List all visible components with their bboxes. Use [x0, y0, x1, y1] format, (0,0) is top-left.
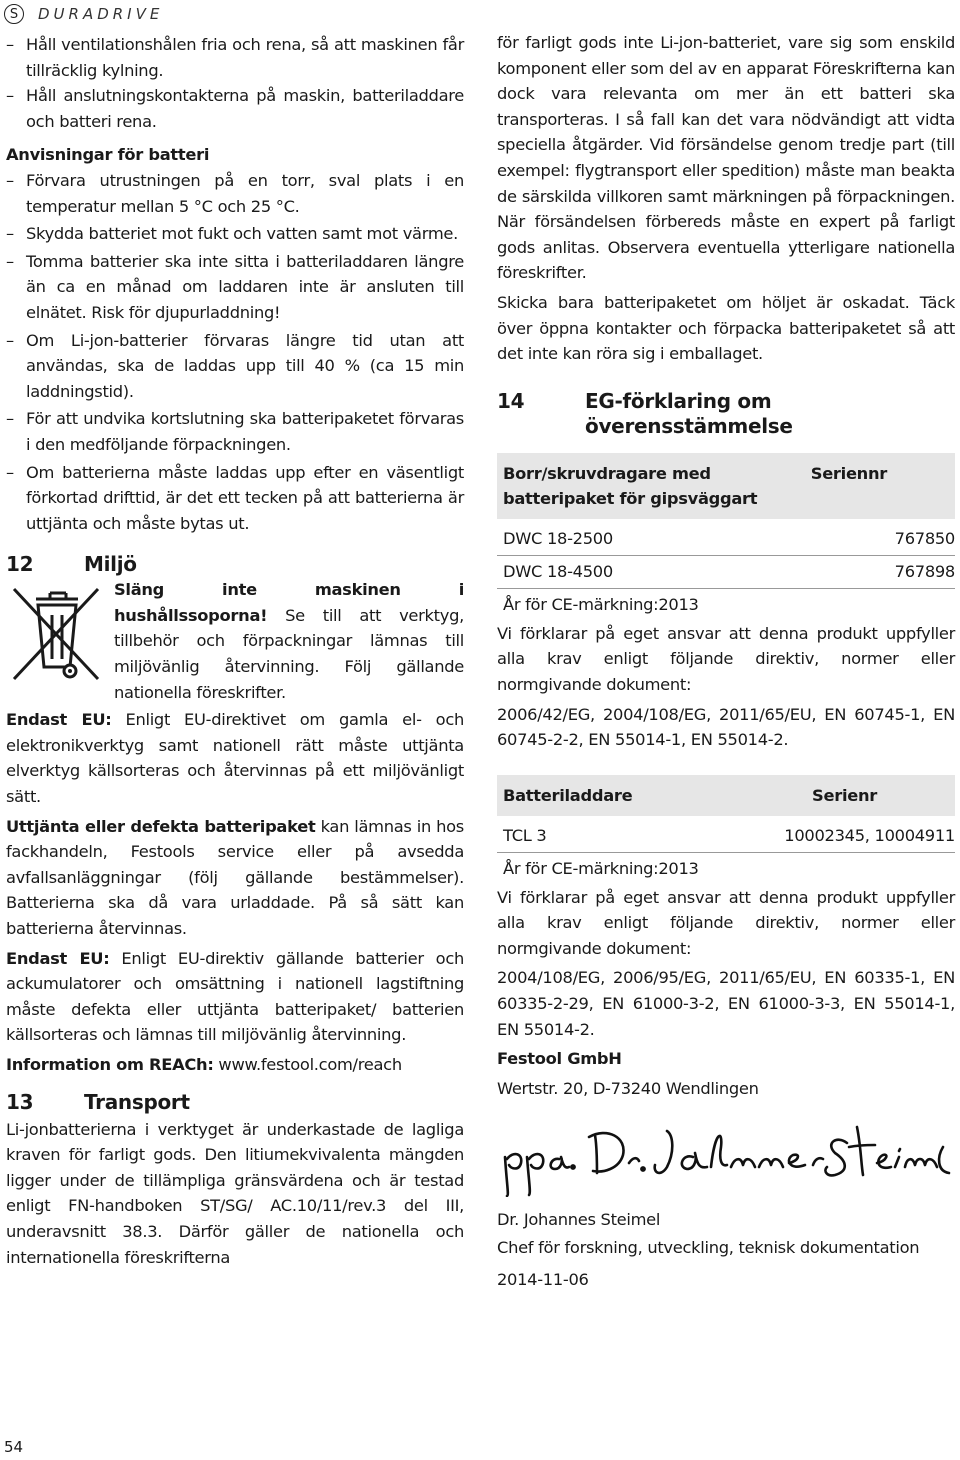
list-item — [6, 32, 464, 83]
list-item-text: Om batterierna måste laddas upp efter en väsentligt förkortad drifttid, är det ett tecken på att batterierna är uttjänta och måste bytas ut. — [26, 462, 464, 533]
reach-paragraph — [6, 1052, 464, 1078]
declaration-paragraph: Vi förklarar på eget ansvar att denna produkt uppfyller alla krav enligt följande direktiv, normer eller normgivande dokument: — [497, 887, 955, 958]
eu-battery-paragraph — [6, 946, 464, 1048]
section-title: Miljö — [84, 552, 137, 577]
environment-block — [6, 577, 464, 705]
list-item-text: Om Li-jon-batterier förvaras längre tid utan att användas, ska de laddas upp till 40 % (ca 15 min laddningstid). — [26, 330, 464, 401]
dash-bullet: – — [6, 86, 14, 106]
table-cell-model: TCL 3 — [503, 825, 547, 845]
section-number: 12 — [6, 552, 34, 577]
dash-bullet: – — [6, 251, 14, 271]
signer-title: Chef för forskning, utveckling, teknisk dokumentation — [497, 1238, 920, 1258]
battery-instructions-heading: Anvisningar för batteri — [6, 145, 210, 165]
page-number: 54 — [4, 1438, 24, 1456]
brand-name: DURADRIVE — [38, 5, 164, 23]
section-number: 14 — [497, 388, 525, 413]
eu-label: Endast EU: — [6, 948, 110, 968]
ce-marking-year: År för CE-märkning:2013 — [503, 858, 699, 878]
table-row — [497, 820, 955, 853]
dash-bullet: – — [6, 35, 14, 54]
left-column — [6, 32, 464, 1270]
dash-bullet: – — [6, 409, 14, 429]
dash-bullet: – — [6, 170, 14, 190]
environment-text — [114, 577, 464, 705]
table-cell-model: DWC 18-4500 — [503, 561, 613, 581]
table-row — [497, 556, 955, 589]
directives-paragraph: 2006/42/EG, 2004/108/EG, 2011/65/EU, EN 60745-1, EN 60745-2-2, EN 55014-1, EN 55014-2. — [497, 704, 955, 750]
reach-label: Information om REACh: — [6, 1054, 214, 1074]
list-item-text: Skydda batteriet mot fukt och vatten samt mot värme. — [26, 224, 458, 244]
table-row-ce-year — [497, 853, 955, 885]
list-item — [6, 249, 464, 326]
table-row-ce-year — [497, 589, 955, 621]
transport-shipping-paragraph: Skicka bara batteripaketet om höljet är oskadat. Täck över öppna kontakter och förpacka batteripaketet så att det inte kan röra sig i emballaget. — [497, 292, 955, 364]
list-item — [6, 460, 464, 537]
transport-paragraph: Li-jonbatterierna i verktyget är underkastade de lagliga kraven för farligt gods. Den litiumekvivalenta mängden ligger under de tillämpliga gränsvärdena och är testad enligt FN-handboken ST/SG/ AC.10/11/rev.3 del III, underavsnitt 38.3. Därför gäller de nationella och internationella föreskrifterna — [6, 1119, 464, 1267]
list-item — [6, 168, 464, 219]
company-name: Festool GmbH — [497, 1049, 622, 1069]
reach-link[interactable]: www.festool.com/reach — [213, 1054, 402, 1074]
directives-paragraph: 2004/108/EG, 2006/95/EG, 2011/65/EU, EN 60335-1, EN 60335-2-29, EN 61000-3-2, EN 61000-3-3, EN 55014-1, EN 55014-2. — [497, 968, 955, 1039]
table-cell-model: DWC 18-2500 — [503, 528, 613, 548]
eu-weee-paragraph — [6, 707, 464, 809]
declaration-paragraph: Vi förklarar på eget ansvar att denna produkt uppfyller alla krav enligt följande direktiv, normer eller normgivande dokument: — [497, 623, 955, 694]
list-item — [6, 328, 464, 405]
product-table-header — [497, 453, 955, 519]
dash-bullet: – — [6, 330, 14, 350]
charger-table-header — [497, 775, 955, 816]
battery-disposal-label: Uttjänta eller defekta batteripaket — [6, 816, 316, 836]
signer-name: Dr. Johannes Steimel — [497, 1210, 661, 1230]
dash-bullet: – — [6, 462, 14, 482]
battery-disposal-paragraph — [6, 814, 464, 942]
declaration-date: 2014-11-06 — [497, 1269, 589, 1289]
section-number: 13 — [6, 1089, 34, 1114]
table-cell-serial: 767850 — [894, 528, 955, 548]
paragraph-text: kan lämnas in hos fackhandeln, Festools service eller på avsedda avfallsanläggningar (följ gällande bestämmelser). Batterierna ska då vara urladdade. På så sätt kan batterierna återvinnas. — [6, 816, 464, 938]
list-item-text: För att undvika kortslutning ska batteripaketet förvaras i den medföljande förpackningen. — [26, 409, 464, 454]
table-cell-serial: 767898 — [894, 561, 955, 581]
table-header-product: Batteriladdare — [503, 785, 633, 805]
ce-marking-year: År för CE-märkning:2013 — [503, 594, 699, 614]
section-heading-14 — [497, 389, 955, 439]
paragraph-text: Enligt EU-direktivet om gamla el- och elektronikverktyg samt nationell rätt måste uttjänta elverktyg källsorteras och återvinnas på ett miljövänligt sätt. — [6, 710, 464, 807]
paragraph-text: Enligt EU-direktiv gällande batterier och ackumulatorer och omsättning i nationell lagstiftning måste defekta eller uttjänta batteripaket/ batterien källsorteras och lämnas till miljövänlig återvinning. — [6, 948, 464, 1045]
list-item-text: Förvara utrustningen på en torr, sval plats i en temperatur mellan 5 °C och 25 °C. — [26, 170, 464, 216]
right-column — [497, 30, 955, 1292]
eu-label: Endast EU: — [6, 710, 112, 730]
environment-warning: Släng inte maskinen i hushållssoporna! — [114, 580, 464, 625]
table-header-serial: Seriennr — [810, 463, 887, 483]
page-header — [4, 2, 163, 26]
brand-logo: S — [4, 4, 24, 24]
handwritten-signature — [497, 1117, 955, 1197]
list-item — [6, 83, 464, 134]
section-heading-12 — [6, 552, 464, 577]
transport-continued-paragraph: för farligt gods inte Li-jon-batteriet, vare sig som enskild komponent eller som del av en apparat Föreskrifterna kan dock vara relevanta om mer än ett batteri ska transporteras. I så fall kan det vara nödvändigt att vidta speciella åtgärder. Vid försändelse genom tredje part (till exempel: flygtransport eller spedition) måste man beakta de särskilda villkoren samt märkningen på förpackningen. När försändelsen förbereds måste en expert på farligt gods anlitas. Observera eventuella ytterligare nationella föreskrifter. — [497, 33, 955, 283]
section-title: EG-förklaring om överensstämmelse — [585, 388, 793, 438]
list-item-text: Håll ventilationshålen fria och rena, så att maskinen får tillräcklig kylning. — [26, 35, 464, 80]
dash-bullet: – — [6, 224, 14, 244]
list-item — [6, 221, 464, 247]
list-item — [6, 406, 464, 457]
environment-body: Se till att verktyg, tillbehör och förpackningar lämnas till miljövänlig återvinning. Följ gällande nationella föreskrifter. — [114, 605, 464, 702]
section-title: Transport — [84, 1089, 190, 1114]
list-item-text: Håll anslutningskontakterna på maskin, batteriladdare och batteri rena. — [26, 86, 464, 131]
company-address: Wertstr. 20, D-73240 Wendlingen — [497, 1078, 759, 1098]
table-cell-serial: 10002345, 10004911 — [784, 825, 955, 845]
table-header-serial: Serienr — [812, 785, 877, 805]
crossed-out-wheelie-bin-icon — [6, 577, 114, 705]
list-item-text: Tomma batterier ska inte sitta i batteriladdaren längre än ca en månad om laddaren inte är ansluten till elnätet. Risk för djupurladdning! — [26, 251, 464, 322]
section-heading-13 — [6, 1090, 464, 1115]
table-header-product: Borr/skruvdragare med batteripaket för gipsväggart — [503, 463, 758, 508]
table-row — [497, 523, 955, 556]
